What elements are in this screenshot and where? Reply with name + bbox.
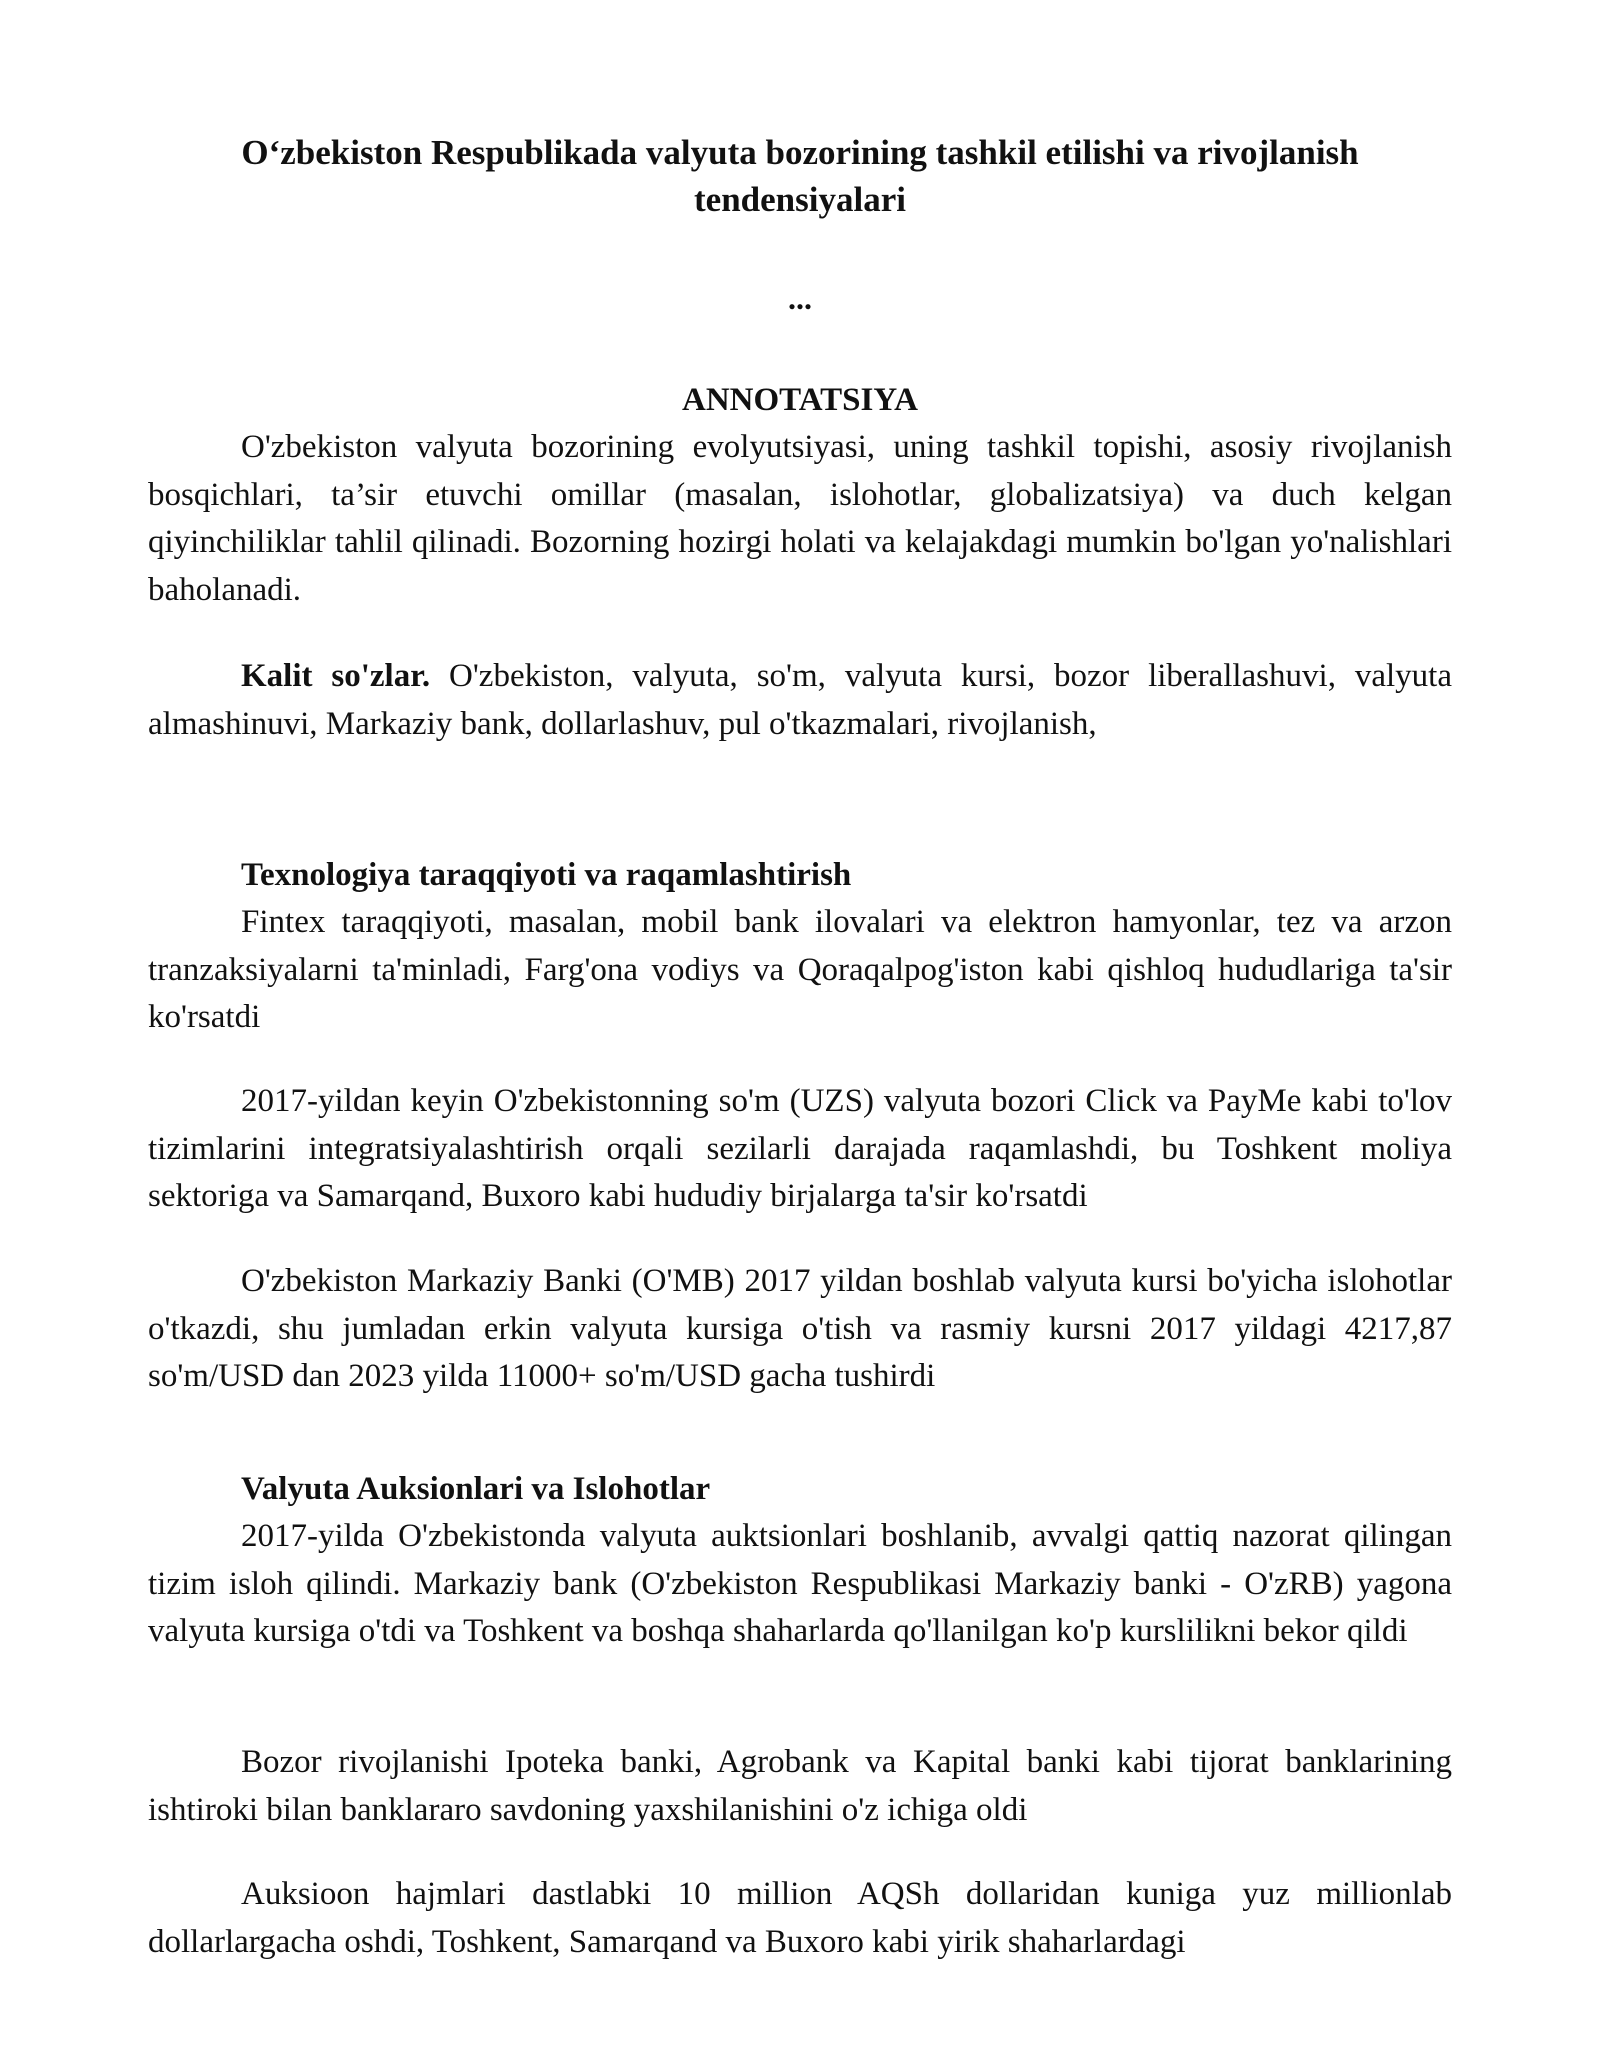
document-title: O‘zbekiston Respublikada valyuta bozorining tashkil etilishi va rivojlanish tendensiyalari <box>241 133 1359 219</box>
abstract-heading: ANNOTATSIYA <box>682 382 918 418</box>
section-1-paragraph-2: 2017-yildan keyin O'zbekistonning so'm (UZS) valyuta bozori Click va PayMe kabi to'lov tizimlarini integratsiyalashtirish orqali sezilarli darajada raqamlashdi, bu Toshkent moliya sektoriga va Samarqand, Buxoro kabi hududiy birjalarga ta'sir ko'rsatdi <box>148 1083 1452 1214</box>
keywords-label: Kalit so'zlar. <box>241 658 431 694</box>
keywords-text: O'zbekiston, valyuta, so'm, valyuta kursi, bozor liberallashuvi, valyuta almashinuvi, Markaziy bank, dollarlashuv, pul o'tkazmalari, rivojlanish, <box>148 658 1452 742</box>
keywords-paragraph <box>148 653 1452 748</box>
section-2-paragraph-2: Bozor rivojlanishi Ipoteka banki, Agrobank va Kapital banki kabi tijorat banklarining ishtiroki bilan banklararo savdoning yaxshilanishini o'z ichiga oldi <box>148 1744 1452 1828</box>
section-heading-auctions: Valyuta Auksionlari va Islohotlar <box>241 1471 711 1507</box>
abstract-paragraph: O'zbekiston valyuta bozorining evolyutsiyasi, uning tashkil topishi, asosiy rivojlanish bosqichlari, ta’sir etuvchi omillar (masalan, islohotlar, globalizatsiya) va duch kelgan qiyinchiliklar tahlil qilinadi. Bozorning hozirgi holati va kelajakdagi mumkin bo'lgan yo'nalishlari baholanadi. <box>148 429 1452 608</box>
section-heading-technology: Texnologiya taraqqiyoti va raqamlashtirish <box>241 857 852 893</box>
section-1-paragraph-1: Fintex taraqqiyoti, masalan, mobil bank ilovalari va elektron hamyonlar, tez va arzon tranzaksiyalarni ta'minladi, Farg'ona vodiys va Qoraqalpog'iston kabi qishloq hududlariga ta'sir ko'rsatdi <box>148 904 1452 1035</box>
section-2-paragraph-1: 2017-yilda O'zbekistonda valyuta auktsionlari boshlanib, avvalgi qattiq nazorat qilingan tizim isloh qilindi. Markaziy bank (O'zbekiston Respublikasi Markaziy banki - O'zRB) yagona valyuta kursiga o'tdi va Toshkent va boshqa shaharlarda qo'llanilgan ko'p kurslilikni bekor qildi <box>148 1518 1452 1649</box>
title-ellipsis: ... <box>788 280 812 316</box>
section-2-paragraph-3: Auksioon hajmlari dastlabki 10 million AQSh dollaridan kuniga yuz millionlab dollarlargacha oshdi, Toshkent, Samarqand va Buxoro kabi yirik shaharlardagi <box>148 1876 1452 1960</box>
section-1-paragraph-3: O'zbekiston Markaziy Banki (O'MB) 2017 yildan boshlab valyuta kursi bo'yicha islohotlar o'tkazdi, shu jumladan erkin valyuta kursiga o'tish va rasmiy kursni 2017 yildagi 4217,87 so'm/USD dan 2023 yilda 11000+ so'm/USD gacha tushirdi <box>148 1263 1452 1394</box>
